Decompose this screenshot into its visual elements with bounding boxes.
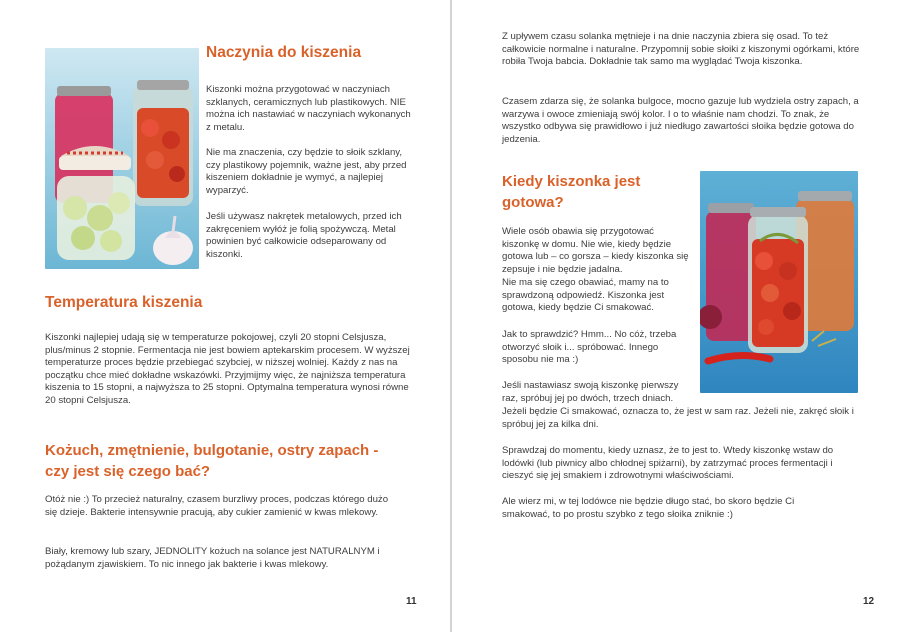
heading-kozuch: Kożuch, zmętnienie, bulgotanie, ostry zapach - czy jest się czego bać? — [45, 442, 379, 480]
paragraph-kozuch-2: Biały, kremowy lub szary, JEDNOLITY kożuch na solance jest NATURALNYM i pożądanym zjawiskiem. To nic innego jak bakterie i kwas mlekowy. — [45, 546, 380, 570]
jars-photo-left — [45, 48, 199, 269]
jars-photo-right — [700, 171, 858, 393]
jars-photo-icon — [45, 48, 199, 269]
jars-photo-icon — [700, 171, 858, 393]
heading-temperatura: Temperatura kiszenia — [45, 294, 203, 311]
paragraph-gotowa-4: Sprawdzaj do momentu, kiedy uznasz, że to jest to. Wtedy kiszonkę wstaw do lodówki (lub piwnicy albo chłodnej spiżarni), by zatrzymać proces fermentacji i cieszyć się jej smakiem i zdrowotnymi właściwościami. — [502, 445, 834, 482]
paragraph-gotowa-1: Wiele osób obawia się przygotować kiszonkę w domu. Nie wie, kiedy będzie gotowa lub – co gorsza – kiedy kiszonka się zepsuje i nie będzie jadalna. — [502, 226, 689, 275]
paragraph-gotowa-1b: Nie ma się czego obawiać, mamy na to sprawdzoną odpowiedź. Kiszonka jest gotowa, kiedy będzie Ci smakować. — [502, 277, 669, 314]
paragraph-naczynia-2: Nie ma znaczenia, czy będzie to słoik szklany, czy plastikowy pojemnik, ważne jest, aby przed kiszeniem dokładnie je wymyć, a najlepiej wyparzyć. — [206, 147, 407, 196]
paragraph-gotowa-2: Jak to sprawdzić? Hmm... No cóż, trzeba otworzyć słoik i... spróbować. Innego sposobu nie ma :) — [502, 329, 677, 366]
page-number: 11 — [406, 596, 417, 607]
paragraph-kozuch-1: Otóż nie :) To przecież naturalny, czasem burzliwy proces, podczas którego dużo się dzieje. Bakterie intensywnie pracują, aby cukier zamienić w kwas mlekowy. — [45, 494, 389, 518]
page-right — [452, 0, 902, 632]
page-number: 12 — [863, 596, 875, 607]
paragraph-naczynia-1: Kiszonki można przygotować w naczyniach szklanych, ceramicznych lub plastikowych. NIE można ich nastawiać w naczyniach wykonanych z metalu. — [206, 84, 411, 133]
page-left — [0, 0, 450, 632]
paragraph-solanka-2: Czasem zdarza się, że solanka bulgoce, mocno gazuje lub wydziela ostry zapach, a warzywa i owoce zmieniają swój kolor. I o to właśnie nam chodzi. To znak, że wszystko odbywa się prawidłowo i już niedługo zawartości słoika będzie gotowa do jedzenia. — [502, 96, 859, 145]
paragraph-gotowa-3b: Jeżeli będzie Ci smakować, oznacza to, że jest w sam raz. Jeżeli nie, zakręć słoik i spróbuj jej za kilka dni. — [502, 406, 854, 430]
heading-kiedy-gotowa: Kiedy kiszonka jest gotowa? — [502, 173, 641, 211]
paragraph-gotowa-5: Ale wierz mi, w tej lodówce nie będzie długo stać, bo skoro będzie Ci smakować, to po prostu szybko z tego słoika zniknie :) — [502, 496, 795, 520]
paragraph-naczynia-3: Jeśli używasz nakrętek metalowych, przed ich zakręceniem wyłóż je folią spożywczą. Metal powinien być całkowicie odseparowany od kiszonki. — [206, 211, 402, 260]
paragraph-temperatura: Kiszonki najlepiej udają się w temperaturze pokojowej, czyli 20 stopni Celsjusza, plus/minus 2 stopnie. Fermentacja nie jest bowiem aptekarskim procesem. W wyższej temperaturze proces będzie przebiegać szybciej, w niższej wolniej. Każdy z nas na początku chce mieć dokładne wskazówki. Przyjmijmy więc, że najniższa temperatura kiszenia to 15 stopni, a najwyższa to 25 stopni. Optymalna temperatura wynosi równe 20 stopni Celsjusza. — [45, 332, 410, 406]
paragraph-solanka-1: Z upływem czasu solanka mętnieje i na dnie naczynia zbiera się osad. To też całkowicie normalne i naturalne. Przypomnij sobie słoiki z kiszonymi ogórkami, które robiła Twoja babcia. Dokładnie tak samo ma wyglądać Twoja kiszonka. — [502, 31, 860, 68]
heading-naczynia: Naczynia do kiszenia — [206, 44, 362, 61]
paragraph-gotowa-3a: Jeśli nastawiasz swoją kiszonkę pierwszy raz, spróbuj jej po dwóch, trzech dniach. — [502, 380, 679, 404]
